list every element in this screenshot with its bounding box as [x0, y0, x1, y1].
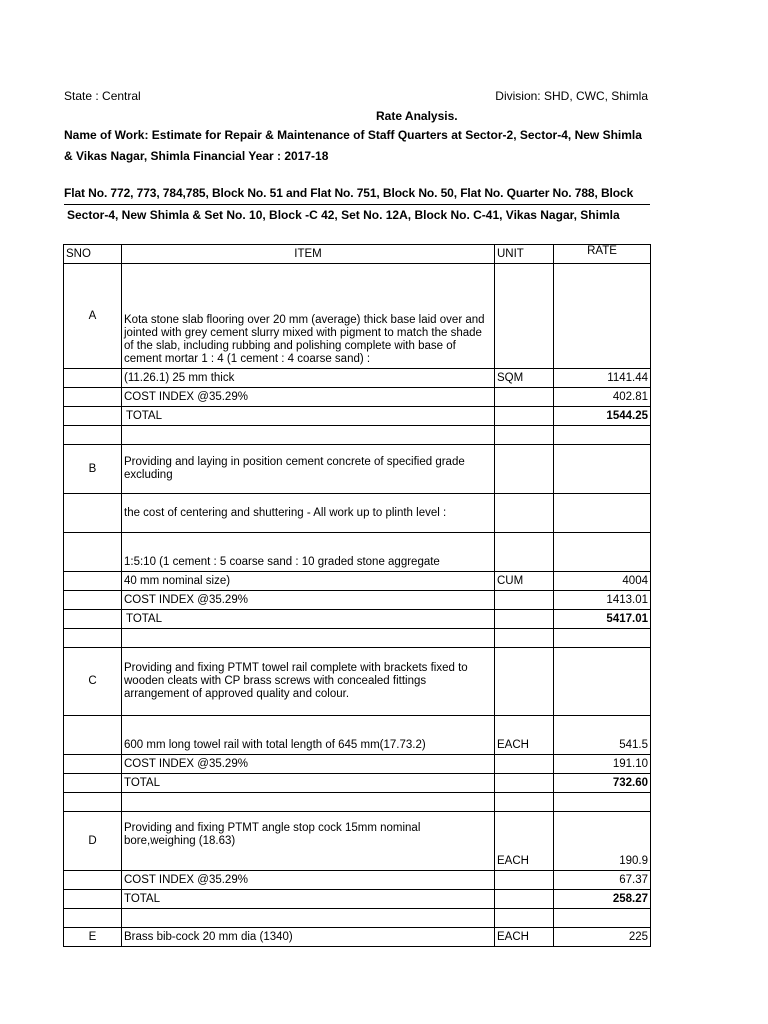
flat-details-line2: Sector-4, New Shimla & Set No. 10, Block -C 42, Set No. 12A, Block No. C-41, Vikas Nagar, Shimla — [67, 208, 620, 222]
rate-c: 541.5 — [554, 716, 651, 755]
table-row — [64, 774, 651, 793]
total-label-b: TOTAL — [122, 610, 495, 629]
table-row — [64, 591, 651, 610]
sno-empty — [64, 716, 122, 755]
sno-empty — [64, 407, 122, 426]
flat-details-line1: Flat No. 772, 773, 784,785, Block No. 51 and Flat No. 751, Block No. 50, Flat No. Quarter No. 788, Block — [64, 186, 634, 200]
total-value-c: 732.60 — [554, 774, 651, 793]
table-row — [64, 572, 651, 591]
table-row — [64, 812, 651, 871]
header-divider — [64, 204, 650, 205]
table-row — [64, 533, 651, 572]
item-d-description: Providing and fixing PTMT angle stop cock 15mm nominal bore,weighing (18.63) — [122, 812, 495, 871]
total-value-a: 1544.25 — [554, 407, 651, 426]
sno-empty — [64, 369, 122, 388]
cost-index-value-c: 191.10 — [554, 755, 651, 774]
sno-empty — [64, 494, 122, 533]
cost-index-label-b: COST INDEX @35.29% — [122, 591, 495, 610]
rate-empty — [554, 533, 651, 572]
table-row — [64, 648, 651, 716]
item-e-description: Brass bib-cock 20 mm dia (1340) — [122, 928, 495, 947]
table-row — [64, 369, 651, 388]
rate-table — [63, 244, 651, 947]
col-header-sno: SNO — [64, 245, 122, 264]
unit-empty — [495, 494, 554, 533]
unit-empty — [495, 407, 554, 426]
unit-empty — [495, 774, 554, 793]
table-row — [64, 716, 651, 755]
cost-index-value-d: 67.37 — [554, 871, 651, 890]
spacer-row — [64, 909, 651, 928]
item-b-description-3: 1:5:10 (1 cement : 5 coarse sand : 10 graded stone aggregate — [122, 533, 495, 572]
total-value-b: 5417.01 — [554, 610, 651, 629]
cost-index-value-a: 402.81 — [554, 388, 651, 407]
cost-index-label-d: COST INDEX @35.29% — [122, 871, 495, 890]
item-b-description-2: the cost of centering and shuttering - All work up to plinth level : — [122, 494, 495, 533]
rate-empty — [554, 445, 651, 494]
unit-empty — [495, 264, 554, 369]
sno-empty — [64, 871, 122, 890]
sno-d: D — [64, 812, 122, 871]
item-a-description: Kota stone slab flooring over 20 mm (average) thick base laid over and jointed with grey cement slurry mixed with pigment to match the shade of the slab, including rubbing and polishing complete with base of cement mortar 1 : 4 (1 cement : 4 coarse sand) : — [122, 264, 495, 369]
sno-empty — [64, 610, 122, 629]
sno-empty — [64, 755, 122, 774]
rate-b: 4004 — [554, 572, 651, 591]
table-row — [64, 928, 651, 947]
sno-empty — [64, 572, 122, 591]
unit-empty — [495, 610, 554, 629]
item-a-spec: (11.26.1) 25 mm thick — [122, 369, 495, 388]
sno-a: A — [64, 264, 122, 369]
total-label-d: TOTAL — [122, 890, 495, 909]
table-row — [64, 890, 651, 909]
unit-e: EACH — [495, 928, 554, 947]
table-row — [64, 445, 651, 494]
spacer-row — [64, 629, 651, 648]
item-b-spec: 40 mm nominal size) — [122, 572, 495, 591]
work-name-line2: & Vikas Nagar, Shimla Financial Year : 2017-18 — [64, 149, 329, 163]
rate-empty — [554, 494, 651, 533]
spacer-row — [64, 426, 651, 445]
total-value-d: 258.27 — [554, 890, 651, 909]
unit-a: SQM — [495, 369, 554, 388]
unit-b: CUM — [495, 572, 554, 591]
division-label: Division: SHD, CWC, Shimla — [495, 89, 648, 103]
spacer-row — [64, 793, 651, 812]
unit-empty — [495, 755, 554, 774]
sno-empty — [64, 591, 122, 610]
table-row — [64, 755, 651, 774]
sno-c: C — [64, 648, 122, 716]
total-label-a: TOTAL — [122, 407, 495, 426]
rate-e: 225 — [554, 928, 651, 947]
unit-empty — [495, 648, 554, 716]
table-row — [64, 407, 651, 426]
cost-index-label-a: COST INDEX @35.29% — [122, 388, 495, 407]
unit-empty — [495, 388, 554, 407]
sno-b: B — [64, 445, 122, 494]
table-header-row — [64, 245, 651, 264]
unit-empty — [495, 445, 554, 494]
item-b-description: Providing and laying in position cement concrete of specified grade excluding — [122, 445, 495, 494]
table-row — [64, 494, 651, 533]
rate-d: 190.9 — [554, 812, 651, 871]
page-title: Rate Analysis. — [376, 109, 458, 123]
sno-e: E — [64, 928, 122, 947]
unit-empty — [495, 591, 554, 610]
col-header-rate: RATE — [554, 245, 651, 264]
rate-a: 1141.44 — [554, 369, 651, 388]
sno-empty — [64, 774, 122, 793]
table-row — [64, 610, 651, 629]
cost-index-value-b: 1413.01 — [554, 591, 651, 610]
col-header-item: ITEM — [122, 245, 495, 264]
unit-empty — [495, 533, 554, 572]
sno-empty — [64, 533, 122, 572]
rate-empty — [554, 648, 651, 716]
unit-d: EACH — [495, 812, 554, 871]
rate-empty — [554, 264, 651, 369]
state-label: State : Central — [64, 89, 141, 103]
item-c-description: Providing and fixing PTMT towel rail complete with brackets fixed to wooden cleats with CP brass screws with concealed fittings arrangement of approved quality and colour. — [122, 648, 495, 716]
col-header-unit: UNIT — [495, 245, 554, 264]
unit-empty — [495, 871, 554, 890]
sno-empty — [64, 890, 122, 909]
unit-empty — [495, 890, 554, 909]
sno-empty — [64, 388, 122, 407]
table-row — [64, 871, 651, 890]
table-row — [64, 388, 651, 407]
table-row — [64, 264, 651, 369]
item-c-spec: 600 mm long towel rail with total length of 645 mm(17.73.2) — [122, 716, 495, 755]
unit-c: EACH — [495, 716, 554, 755]
cost-index-label-c: COST INDEX @35.29% — [122, 755, 495, 774]
work-name-line1: Name of Work: Estimate for Repair & Maintenance of Staff Quarters at Sector-2, Sector-4, New Shimla — [64, 128, 642, 142]
total-label-c: TOTAL — [122, 774, 495, 793]
